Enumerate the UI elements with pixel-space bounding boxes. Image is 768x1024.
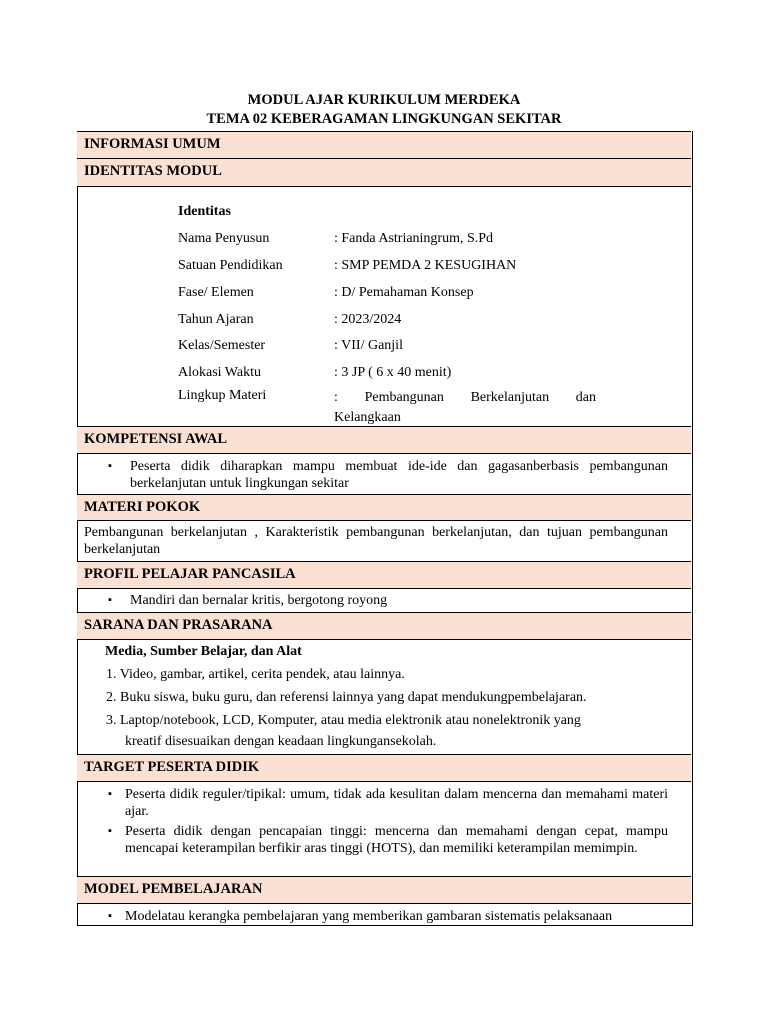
identitas-heading: Identitas — [178, 204, 231, 219]
target-item: Peserta didik dengan pencapaian tinggi: mencerna dan memahami dengan cepat, mampu mencapai keterampilan berfikir aras tinggi (HOTS), dan memiliki keterampilan memimpin. — [125, 824, 668, 856]
sarana-subheading: Media, Sumber Belajar, dan Alat — [105, 644, 302, 659]
section-header-materi-pokok: MATERI POKOK — [77, 494, 691, 521]
bullet-icon: ▪ — [108, 910, 112, 922]
identitas-value: : 3 JP ( 6 x 40 menit) — [334, 365, 452, 380]
sarana-item: 2. Buku siswa, buku guru, dan referensi lainnya yang dapat mendukungpembelajaran. — [106, 690, 587, 705]
section-header-sarana: SARANA DAN PRASARANA — [77, 612, 691, 640]
identitas-label: Fase/ Elemen — [178, 285, 254, 300]
document-subtitle: TEMA 02 KEBERAGAMAN LINGKUNGAN SEKITAR — [206, 111, 562, 127]
identitas-label: Kelas/Semester — [178, 338, 266, 353]
section-header-target: TARGET PESERTA DIDIK — [77, 754, 691, 782]
sarana-item: kreatif disesuaikan dengan keadaan lingkungansekolah. — [125, 734, 437, 749]
identitas-label: Tahun Ajaran — [178, 312, 254, 327]
identitas-value: : 2023/2024 — [334, 312, 402, 327]
section-header-profil-pelajar: PROFIL PELAJAR PANCASILA — [77, 561, 691, 589]
identitas-label: Satuan Pendidikan — [178, 258, 283, 273]
sarana-item: 1. Video, gambar, artikel, cerita pendek, atau lainnya. — [106, 667, 405, 682]
section-header-identitas-modul: IDENTITAS MODUL — [77, 158, 691, 187]
model-text: Modelatau kerangka pembelajaran yang memberikan gambaran sistematis pelaksanaan — [125, 909, 613, 924]
identitas-value: : Fanda Astrianingrum, S.Pd — [334, 231, 494, 246]
section-header-model: MODEL PEMBELAJARAN — [77, 876, 691, 904]
section-header-informasi-umum: INFORMASI UMUM — [77, 131, 691, 159]
identitas-label: Alokasi Waktu — [178, 365, 261, 380]
identitas-label: Nama Penyusun — [178, 231, 270, 246]
table-bottom-border — [77, 925, 692, 926]
bullet-icon: ▪ — [108, 825, 112, 837]
kompetensi-awal-text: Peserta didik diharapkan mampu membuat ide-ide dan gagasanberbasis pembangunan berkelanjutan untuk lingkungan sekitar — [130, 459, 668, 491]
document-title: MODUL AJAR KURIKULUM MERDEKA — [247, 92, 521, 108]
identitas-value: : SMP PEMDA 2 KESUGIHAN — [334, 258, 517, 273]
materi-pokok-text: Pembangunan berkelanjutan , Karakteristik pembangunan berkelanjutan, dan tujuan pembangunan berkelanjutan — [84, 525, 668, 557]
identitas-value: : D/ Pemahaman Konsep — [334, 285, 474, 300]
section-header-kompetensi-awal: KOMPETENSI AWAL — [77, 426, 691, 454]
identitas-label: Lingkup Materi — [178, 388, 267, 403]
bullet-icon: ▪ — [108, 460, 112, 472]
identitas-value: : Pembangunan Berkelanjutan dan Kelangkaan — [334, 390, 596, 425]
bullet-icon: ▪ — [108, 788, 112, 800]
bullet-icon: ▪ — [108, 594, 112, 606]
sarana-item: 3. Laptop/notebook, LCD, Komputer, atau media elektronik atau nonelektronik yang — [106, 713, 581, 728]
identitas-value: : VII/ Ganjil — [334, 338, 403, 353]
profil-pelajar-text: Mandiri dan bernalar kritis, bergotong royong — [130, 593, 388, 608]
target-item: Peserta didik reguler/tipikal: umum, tidak ada kesulitan dalam mencerna dan memahami materi ajar. — [125, 787, 668, 819]
